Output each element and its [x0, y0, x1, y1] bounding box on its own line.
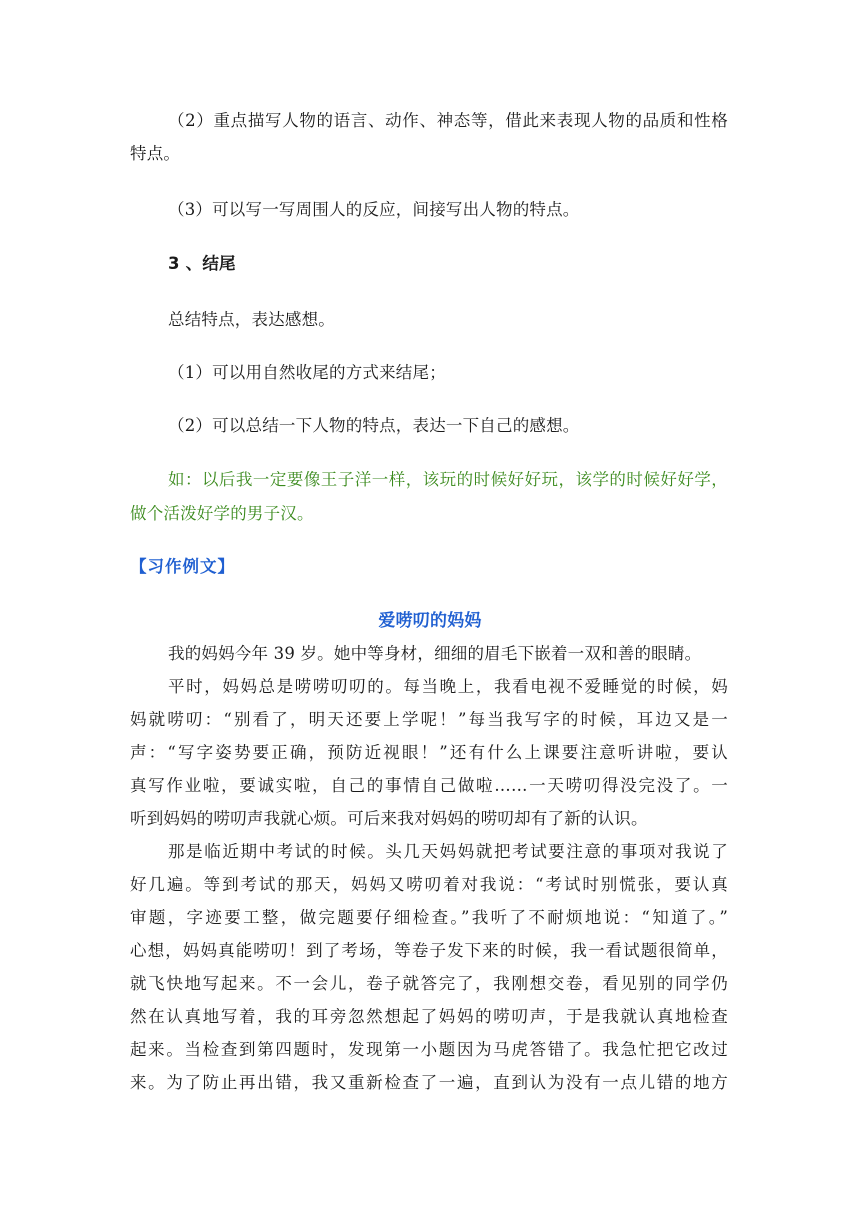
essay-line: 真写作业啦，要诚实啦，自己的事情自己做啦……一天唠叨得没完没了。一	[130, 776, 728, 795]
essay-line: 听到妈妈的唠叨声我就心烦。可后来我对妈妈的唠叨却有了新的认识。	[130, 809, 648, 828]
item-2-line-2: 特点。	[130, 144, 181, 163]
essay-line: 我的妈妈今年 39 岁。她中等身材，细细的眉毛下嵌着一双和善的眼睛。	[168, 644, 702, 663]
example-line-1: 如：以后我一定要像王子洋一样，该玩的时候好好玩，该学的时候好好学，	[168, 470, 728, 489]
item-2-line-1: （2）重点描写人物的语言、动作、神态等，借此来表现人物的品质和性格	[168, 111, 728, 130]
ending-item-1: （1）可以用自然收尾的方式来结尾；	[168, 363, 446, 382]
item-3: （3）可以写一写周围人的反应，间接写出人物的特点。	[168, 200, 580, 219]
essay-title: 爱唠叨的妈妈	[378, 611, 482, 631]
essay-line: 审题，字迹要工整，做完题要仔细检查。”我听了不耐烦地说：“知道了。”	[130, 908, 728, 927]
essay-line: 平时，妈妈总是唠唠叨叨的。每当晚上，我看电视不爱睡觉的时候，妈	[168, 677, 728, 696]
sample-heading: 【习作例文】	[130, 557, 235, 576]
essay-line: 那是临近期中考试的时候。头几天妈妈就把考试要注意的事项对我说了	[168, 842, 728, 861]
essay-line: 起来。当检查到第四题时，发现第一小题因为马虎答错了。我急忙把它改过	[130, 1040, 728, 1059]
essay-line: 声：“写字姿势要正确，预防近视眼！”还有什么上课要注意听讲啦，要认	[130, 743, 728, 762]
ending-item-2: （2）可以总结一下人物的特点，表达一下自己的感想。	[168, 416, 580, 435]
ending-heading: 3 、结尾	[168, 254, 236, 273]
essay-line: 然在认真地写着，我的耳旁忽然想起了妈妈的唠叨声，于是我就认真地检查	[130, 1007, 728, 1026]
essay-line: 心想，妈妈真能唠叨！到了考场，等卷子发下来的时候，我一看试题很简单，	[130, 941, 728, 960]
essay-line: 就飞快地写起来。不一会儿，卷子就答完了，我刚想交卷，看见别的同学仍	[130, 974, 728, 993]
example-line-2: 做个活泼好学的男子汉。	[130, 504, 314, 523]
essay-line: 好几遍。等到考试的那天，妈妈又唠叨着对我说：“考试时别慌张，要认真	[130, 875, 728, 894]
essay-line: 来。为了防止再出错，我又重新检查了一遍，直到认为没有一点儿错的地方	[130, 1073, 728, 1092]
essay-line: 妈就唠叨：“别看了，明天还要上学呢！”每当我写字的时候，耳边又是一	[130, 710, 728, 729]
ending-summary: 总结特点，表达感想。	[168, 310, 335, 329]
